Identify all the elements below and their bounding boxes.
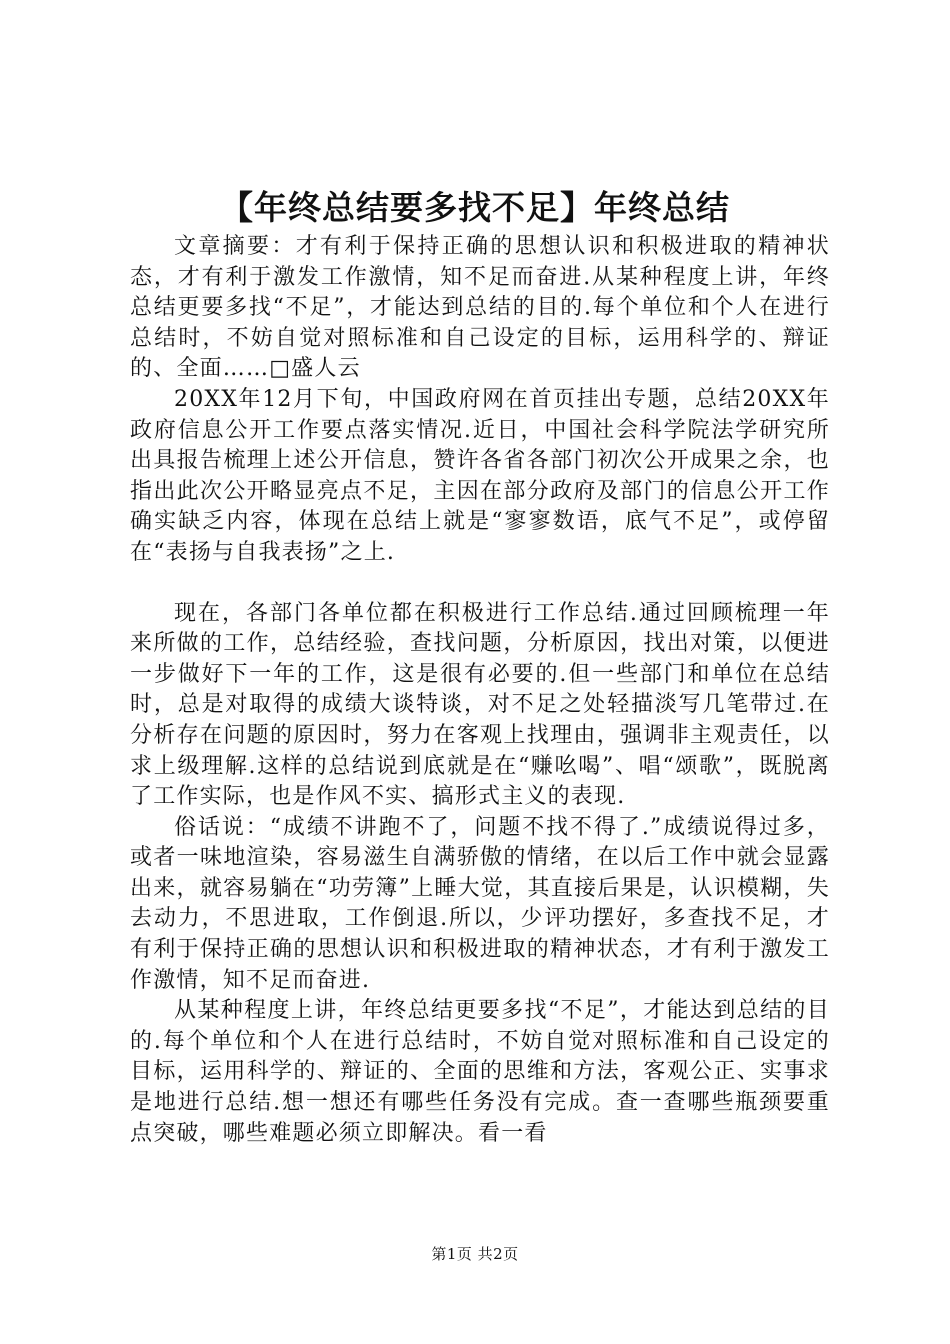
document-body [130,232,830,1149]
document-title: 【年终总结要多找不足】年终总结 [220,188,730,227]
paragraph-summary: 文章摘要：才有利于保持正确的思想认识和积极进取的精神状态，才有利于激发工作激情，知不足而奋进.从某种程度上讲，年终总结更要多找“不足”，才能达到总结的目的.每个单位和个人在进行总结时，不妨自觉对照标准和自己设定的目标，运用科学的、辩证的、全面……□盛人云 [130,234,830,382]
page-number-footer: 第1页 共2页 [431,1245,519,1263]
paragraph-proverb: 俗话说：“成绩不讲跑不了，问题不找不得了.”成绩说得过多，或者一味地渲染，容易滋生自满骄傲的情绪，在以后工作中就会显露出来，就容易躺在“功劳簿”上睡大觉，其直接后果是，认识模糊，失去动力，不思进取，工作倒退.所以，少评功摆好，多查找不足，才有利于保持正确的思想认识和积极进取的精神状态，才有利于激发工作激情，知不足而奋进. [130,814,830,993]
paragraph-conclusion: 从某种程度上讲，年终总结更要多找“不足”，才能达到总结的目的.每个单位和个人在进行总结时，不妨自觉对照标准和自己设定的目标，运用科学的、辩证的、全面的思维和方法，客观公正、实事求是地进行总结.想一想还有哪些任务没有完成。查一查哪些瓶颈要重点突破，哪些难题必须立即解决。看一看 [130,998,830,1146]
paragraph-current-situation: 现在，各部门各单位都在积极进行工作总结.通过回顾梳理一年来所做的工作，总结经验，查找问题，分析原因，找出对策，以便进一步做好下一年的工作，这是很有必要的.但一些部门和单位在总结时，总是对取得的成绩大谈特谈，对不足之处轻描淡写几笔带过.在分析存在问题的原因时，努力在客观上找理由，强调非主观责任，以求上级理解.这样的总结说到底就是在“赚吆喝”、唱“颂歌”，既脱离了工作实际，也是作风不实、搞形式主义的表现. [130,600,830,810]
paragraph-background: 20XX年12月下旬，中国政府网在首页挂出专题，总结20XX年政府信息公开工作要点落实情况.近日，中国社会科学院法学研究所出具报告梳理上述公开信息，赞许各省各部门初次公开成果之余，也指出此次公开略显亮点不足，主因在部分政府及部门的信息公开工作确实缺乏内容，体现在总结上就是“寥寥数语，底气不足”，或停留在“表扬与自我表扬”之上. [130,386,830,565]
